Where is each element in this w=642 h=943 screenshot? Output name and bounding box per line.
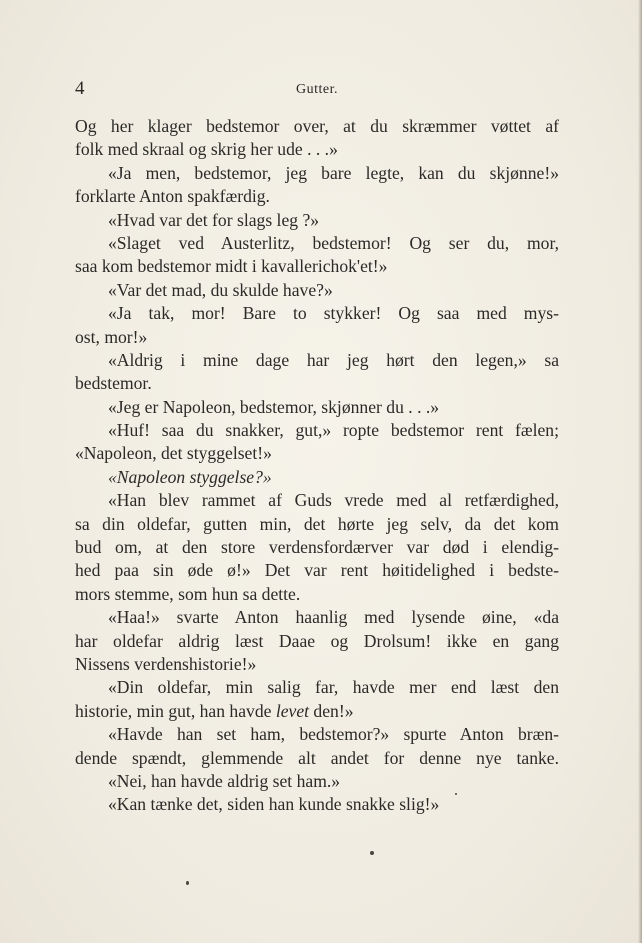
text-line: «Kan tænke det, siden han kunde snakke slig!» xyxy=(108,794,440,815)
text-line: sa din oldefar, gutten min, det hørte jeg selv, da det kom xyxy=(75,513,559,534)
text-line: «Napoleon, det styggelset!» xyxy=(75,443,272,464)
text-line: «Havde han set ham, bedstemor?» spurte Anton bræn- xyxy=(108,724,559,745)
text-line: Nissens verdenshistorie!» xyxy=(75,653,257,674)
text-line: «Aldrig i mine dage har jeg hørt den legen,» sa xyxy=(108,349,559,370)
italic-word: levet xyxy=(275,700,310,721)
page-header xyxy=(75,78,559,102)
text-line: bedstemor. xyxy=(75,373,152,394)
ink-speck xyxy=(455,793,457,795)
text-line: har oldefar aldrig læst Daae og Drolsum! ikke en gang xyxy=(75,630,559,651)
text-segment: historie, min gut, han havde xyxy=(75,700,276,721)
text-line: «Din oldefar, min salig far, havde mer end læst den xyxy=(108,677,559,698)
text-line: «Var det mad, du skulde have?» xyxy=(108,279,333,300)
text-line: «Han blev rammet af Guds vrede med al retfærdighed, xyxy=(108,490,559,511)
text-line: Og her klager bedstemor over, at du skræmmer vøttet af xyxy=(75,116,559,136)
text-line: «Huf! saa du snakker, gut,» ropte bedstemor rent fælen; xyxy=(108,420,559,441)
text-line: ost, mor!» xyxy=(75,326,148,347)
text-line: dende spændt, glemmende alt andet for denne nye tanke. xyxy=(75,747,559,768)
text-line: «Haa!» svarte Anton haanlig med lysende øine, «da xyxy=(108,607,559,628)
page-edge-shadow xyxy=(638,0,642,943)
text-line: «Hvad var det for slags leg ?» xyxy=(108,209,320,230)
text-line: «Ja men, bedstemor, jeg bare legte, kan du skjønne!» xyxy=(108,162,559,183)
body-text xyxy=(75,115,559,817)
text-line: hed paa sin øde ø!» Det var rent høitidelighed i bedste- xyxy=(75,560,559,581)
text-line: «Napoleon styggelse?» xyxy=(108,466,272,487)
text-line: «Nei, han havde aldrig set ham.» xyxy=(108,770,341,791)
ink-speck xyxy=(186,881,189,885)
text-line xyxy=(75,700,559,723)
ink-speck xyxy=(370,851,374,855)
text-line: mors stemme, som hun sa dette. xyxy=(75,583,301,604)
text-line: «Slaget ved Austerlitz, bedstemor! Og ser du, mor, xyxy=(108,232,559,253)
text-line: folk med skraal og skrig her ude . . .» xyxy=(75,139,338,160)
text-segment: den!» xyxy=(309,700,354,721)
running-title: Gutter. xyxy=(296,82,338,97)
page-number: 4 xyxy=(75,78,85,99)
text-line: «Jeg er Napoleon, bedstemor, skjønner du . . .» xyxy=(108,396,440,417)
text-line: saa kom bedstemor midt i kavallerichok'et!» xyxy=(75,256,388,277)
text-line: «Ja tak, mor! Bare to stykker! Og saa med mys- xyxy=(108,303,559,324)
text-line: forklarte Anton spakfærdig. xyxy=(75,186,270,207)
text-line: bud om, at den store verdensfordærver var død i elendig- xyxy=(75,537,559,558)
